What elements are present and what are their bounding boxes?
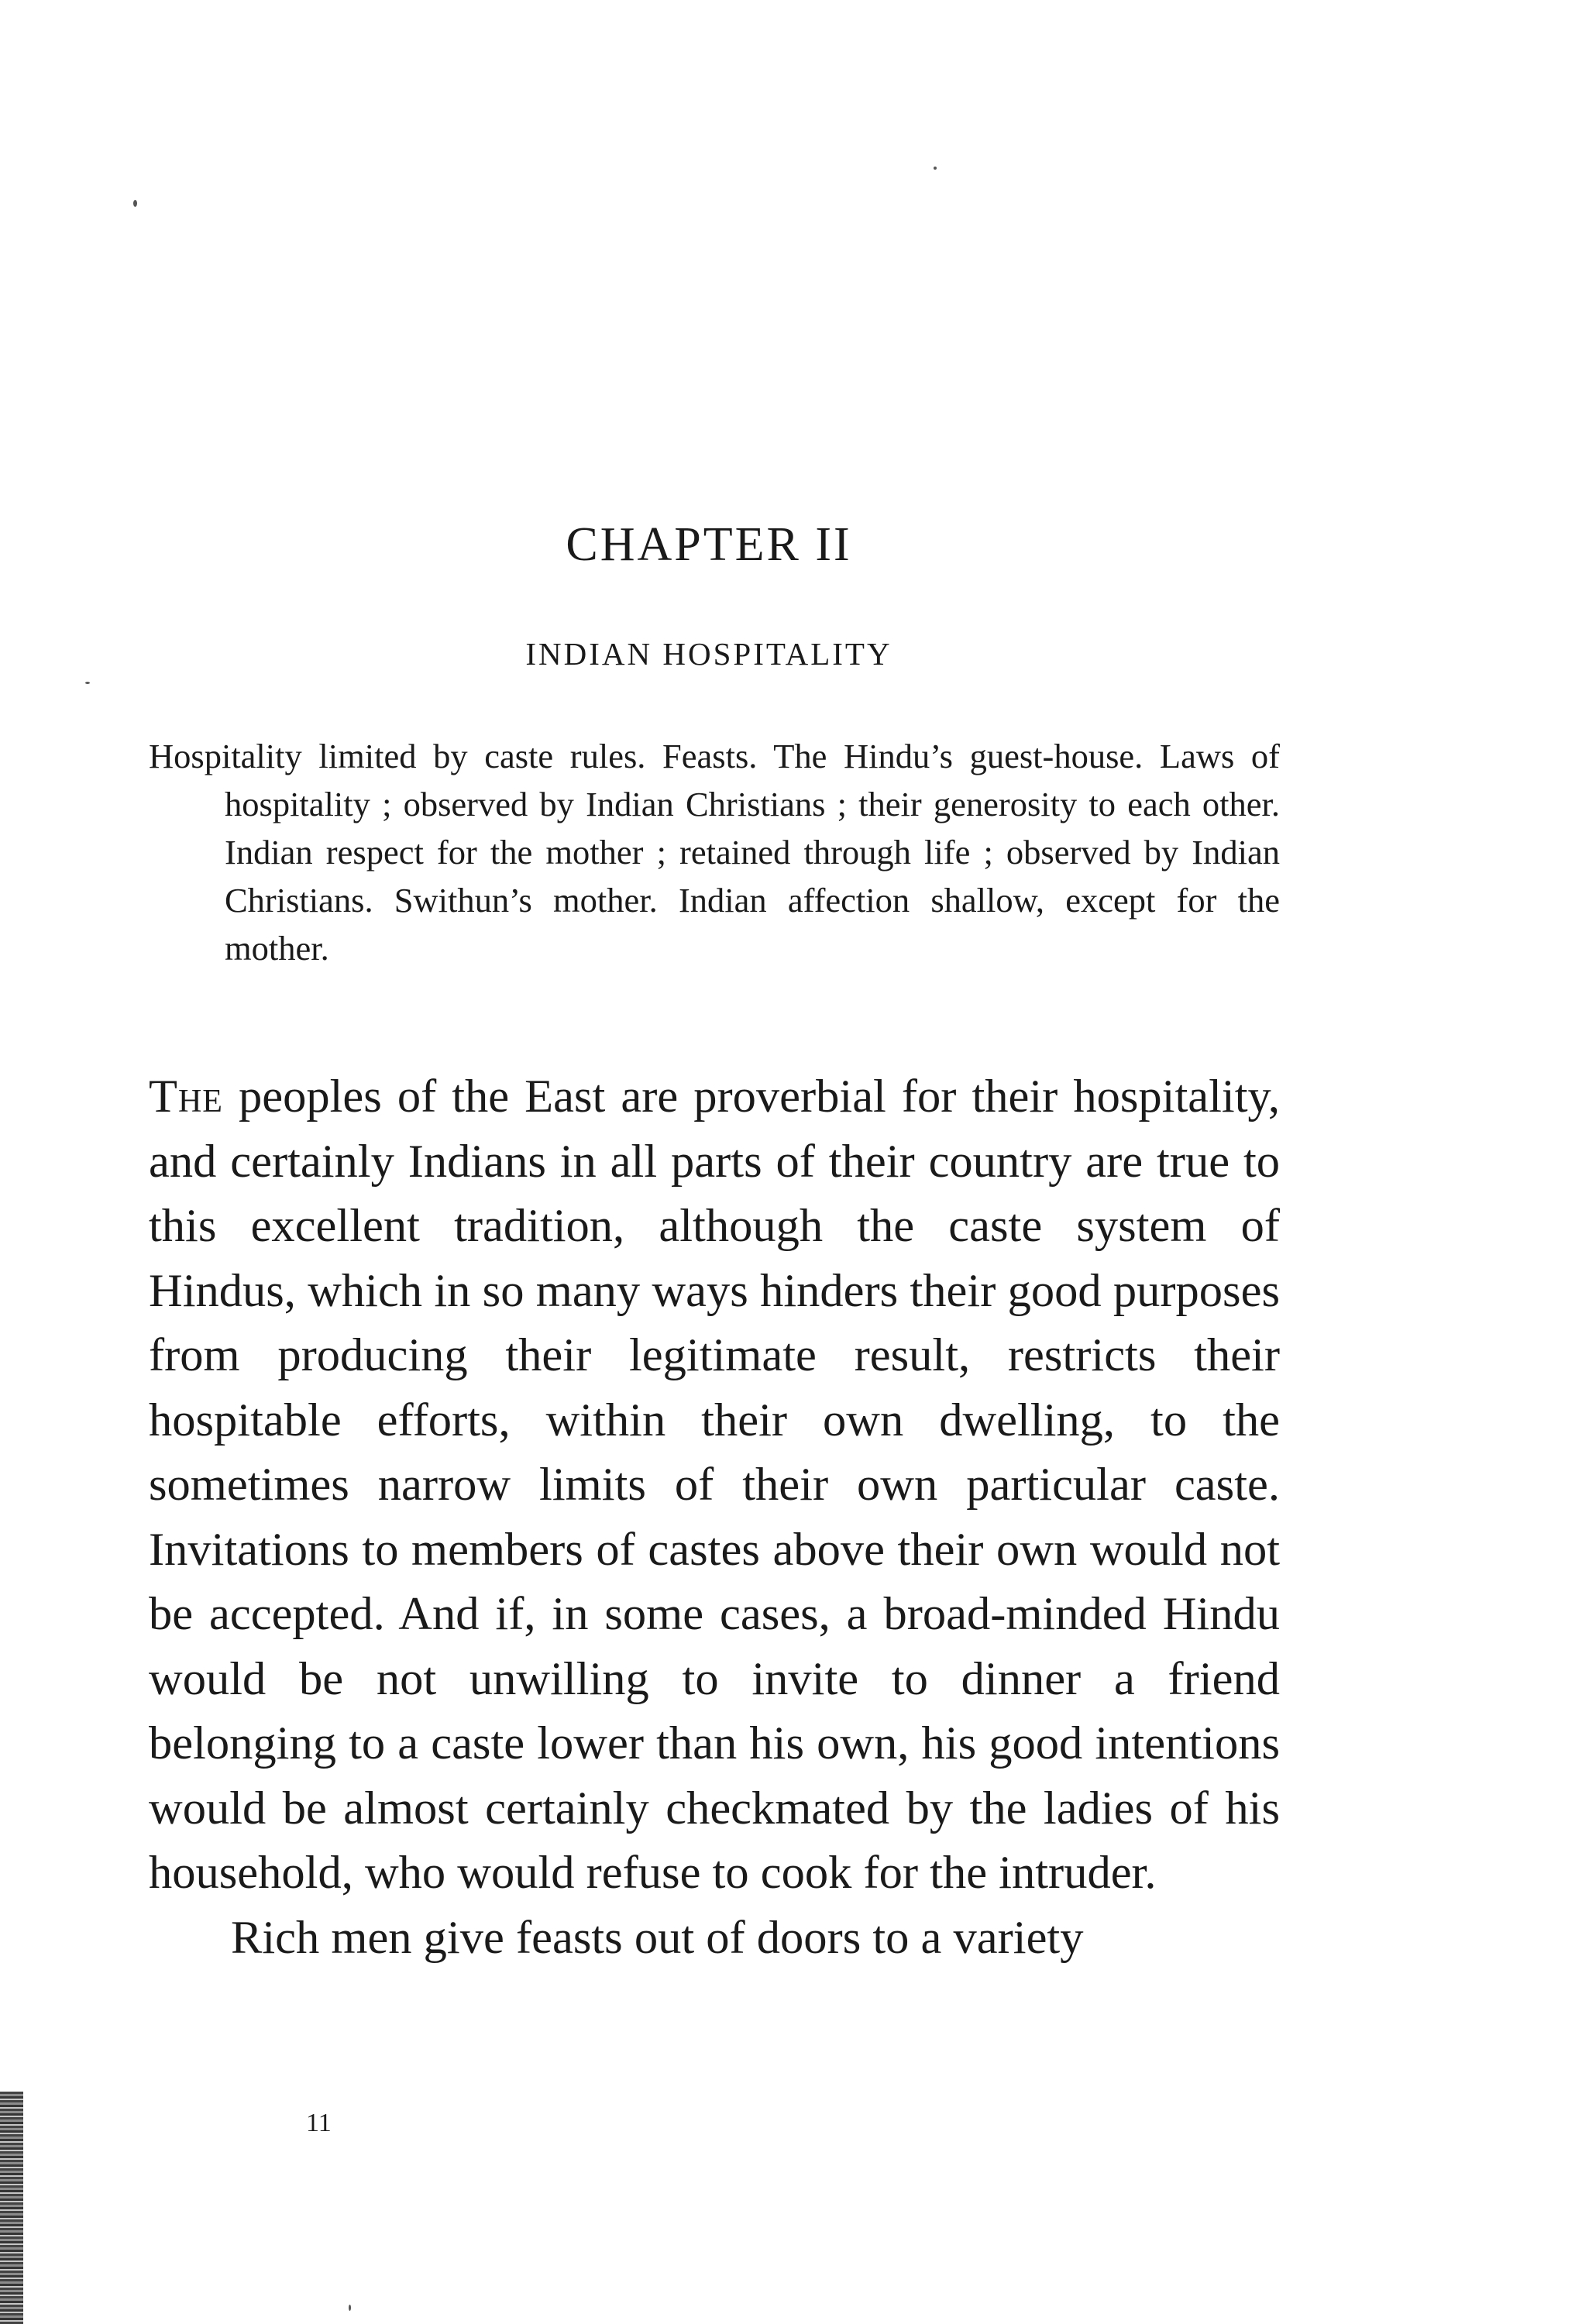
chapter-title: CHAPTER II — [566, 518, 852, 571]
body-paragraph-1-text: peoples of the East are proverbial for their hospitality, and certainly Indians in all parts of their country are true to this excellent tradition, although the caste system of Hindus, which in so many ways hinders their good purposes from producing their legitimate result, restricts their hospitable efforts, within their own dwelling, to the sometimes narrow limits of their own particular caste. Invitations to members of castes above their own would not be accepted. And if, in some cases, a broad-minded Hindu would be not unwilling to invite to dinner a friend belonging to a caste lower than his own, his good intentions would be almost certainly checkmated by the ladies of his household, who would refuse to cook for the intruder. — [149, 1071, 1280, 1899]
chapter-subtitle: INDIAN HOSPITALITY — [525, 636, 892, 672]
scan-speck — [934, 167, 937, 170]
scan-speck — [85, 682, 90, 684]
scan-speck — [133, 200, 137, 207]
scan-speck — [349, 2305, 351, 2311]
body-paragraph-2: Rich men give feasts out of doors to a variety — [231, 1911, 1084, 1964]
scan-edge-artifact — [0, 2092, 23, 2324]
body-paragraph-1 — [149, 1064, 1280, 1906]
lead-word: The — [149, 1071, 223, 1122]
chapter-body — [149, 1064, 1280, 1970]
chapter-synopsis: Hospitality limited by caste rules. Feasts. The Hindu’s guest-house. Laws of hospitality ; observed by Indian Christians ; their generosity to each other. Indian respect for the mother ; retained through life ; observed by Indian Christians. Swithun’s mother. Indian affection shallow, except for the mother. — [149, 737, 1280, 968]
page-number: 11 — [306, 2109, 332, 2137]
